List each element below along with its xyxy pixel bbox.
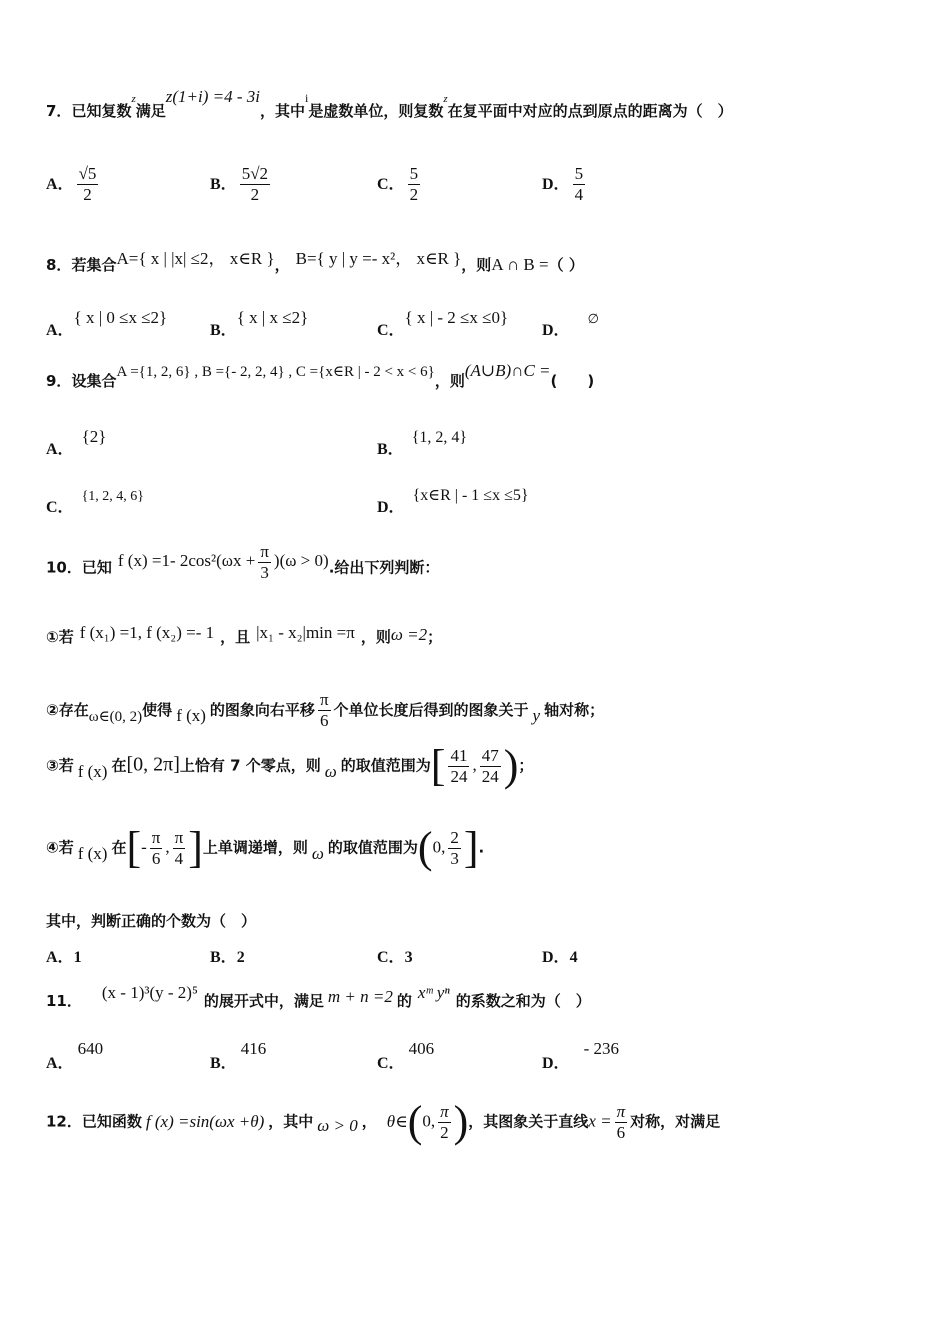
q8-set-a: A={ x | |x| ≤2， x∈R }: [116, 249, 275, 268]
q9-option-d[interactable]: D．{x∈R | - 1 ≤x ≤5}: [377, 487, 529, 516]
q8-option-c[interactable]: C．{ x | - 2 ≤x ≤0}: [377, 308, 509, 339]
q10-option-a[interactable]: A．1: [46, 949, 82, 966]
q11-option-a[interactable]: A．640: [46, 1039, 104, 1072]
q7-option-b[interactable]: B． $\frac{5√2}{2}$: [210, 164, 269, 204]
q9-expr: (A∪B)∩C =: [464, 361, 551, 380]
q9-option-c[interactable]: C．{1, 2, 4, 6}: [46, 489, 145, 516]
q11-option-c[interactable]: C．406: [377, 1039, 435, 1072]
q10-statement-2: ②存在ω∈(0, 2)使得 f (x) 的图象向右平移 $\frac{\pi}{6}$ 个单位长度后得到的图象关于 y 轴对称；: [46, 690, 605, 730]
question-7: 7．已知复数$^z$满足z(1+i) =4 - 3i，其中$^i$是虚数单位，则复数$^z$在复平面中对应的点到原点的距离为（ ）: [46, 87, 733, 120]
q9-sets: A ={1, 2, 6} , B ={- 2, 2, 4} , C ={x∈R | - 2 < x < 6}: [116, 364, 435, 380]
q11-option-b[interactable]: B．416: [210, 1039, 267, 1072]
q10-statement-1: ①若 f (x₁) =1, f (x₂) =- 1 ，且 |x₁ - x₂|min =π ，则ω =2；: [46, 623, 443, 646]
q8-option-a[interactable]: A．{ x | 0 ≤x ≤2}: [46, 308, 168, 339]
q7-option-c[interactable]: C． $\frac{5}{2}$: [377, 164, 419, 204]
q11-expr: (x - 1)³(y - 2)⁵: [101, 983, 198, 1002]
q7-option-a[interactable]: A． $\frac{√5}{2}$: [46, 164, 97, 204]
q10-conclusion: 其中，判断正确的个数为（ ）: [46, 912, 257, 930]
q8-set-b: B={ y | y =- x²， x∈R }: [295, 249, 462, 268]
q8-option-d[interactable]: D．∅: [542, 311, 599, 339]
q7-number: 7．: [46, 102, 72, 120]
q10-statement-3: ③若 f (x) 在[0, 2π]上恰有 7 个零点，则 ω 的取值范围为[ $\frac{41}{24}$ , $\frac{47}{24}$ )；: [46, 741, 534, 790]
q9-option-b[interactable]: B．{1, 2, 4}: [377, 429, 468, 458]
q10-option-b[interactable]: B．2: [210, 949, 245, 966]
q9-option-a[interactable]: A．{2}: [46, 427, 107, 458]
question-12: 12．已知函数 f (x) =sin(ωx +θ) ，其中 ω > 0 ， θ∈(0, $\frac{\pi}{2}$ )，其图象关于直线x = $\frac{\pi}{6}$ 对称，对满足: [46, 1097, 721, 1146]
q7-equation: z(1+i) =4 - 3i: [165, 87, 260, 106]
q8-option-b[interactable]: B．{ x | x ≤2}: [210, 308, 309, 339]
question-8: 8．若集合A={ x | |x| ≤2， x∈R }， B={ y | y =- x²， x∈R }，则A ∩ B =（ ）: [46, 249, 584, 274]
q11-option-d[interactable]: D．- 236: [542, 1039, 619, 1072]
q10-statement-4: ④若 f (x) 在[- $\frac{\pi}{6}$ , $\frac{\pi}{4}$ ]上单调递增，则 ω 的取值范围为(0, $\frac{2}{3}$ ].: [46, 823, 485, 872]
question-9: 9．设集合A ={1, 2, 6} , B ={- 2, 2, 4} , C ={x∈R | - 2 < x < 6}，则(A∪B)∩C =( ): [46, 361, 595, 390]
q7-option-d[interactable]: D． $\frac{5}{4}$: [542, 164, 584, 204]
question-11: 11． (x - 1)³(y - 2)⁵ 的展开式中，满足 m + n =2 的 xᵐ yⁿ 的系数之和为（ ）: [46, 983, 591, 1010]
question-10: 10．已知 f (x) =1- 2cos²(ωx + $\frac{\pi}{3}$ )(ω > 0).给出下列判断：: [46, 542, 440, 582]
q10-option-d[interactable]: D．4: [542, 949, 578, 966]
q10-option-c[interactable]: C．3: [377, 949, 413, 966]
q10-function: f (x) =1- 2cos²(ωx + $\frac{\pi}{3}$ )(ω > 0): [117, 542, 329, 582]
